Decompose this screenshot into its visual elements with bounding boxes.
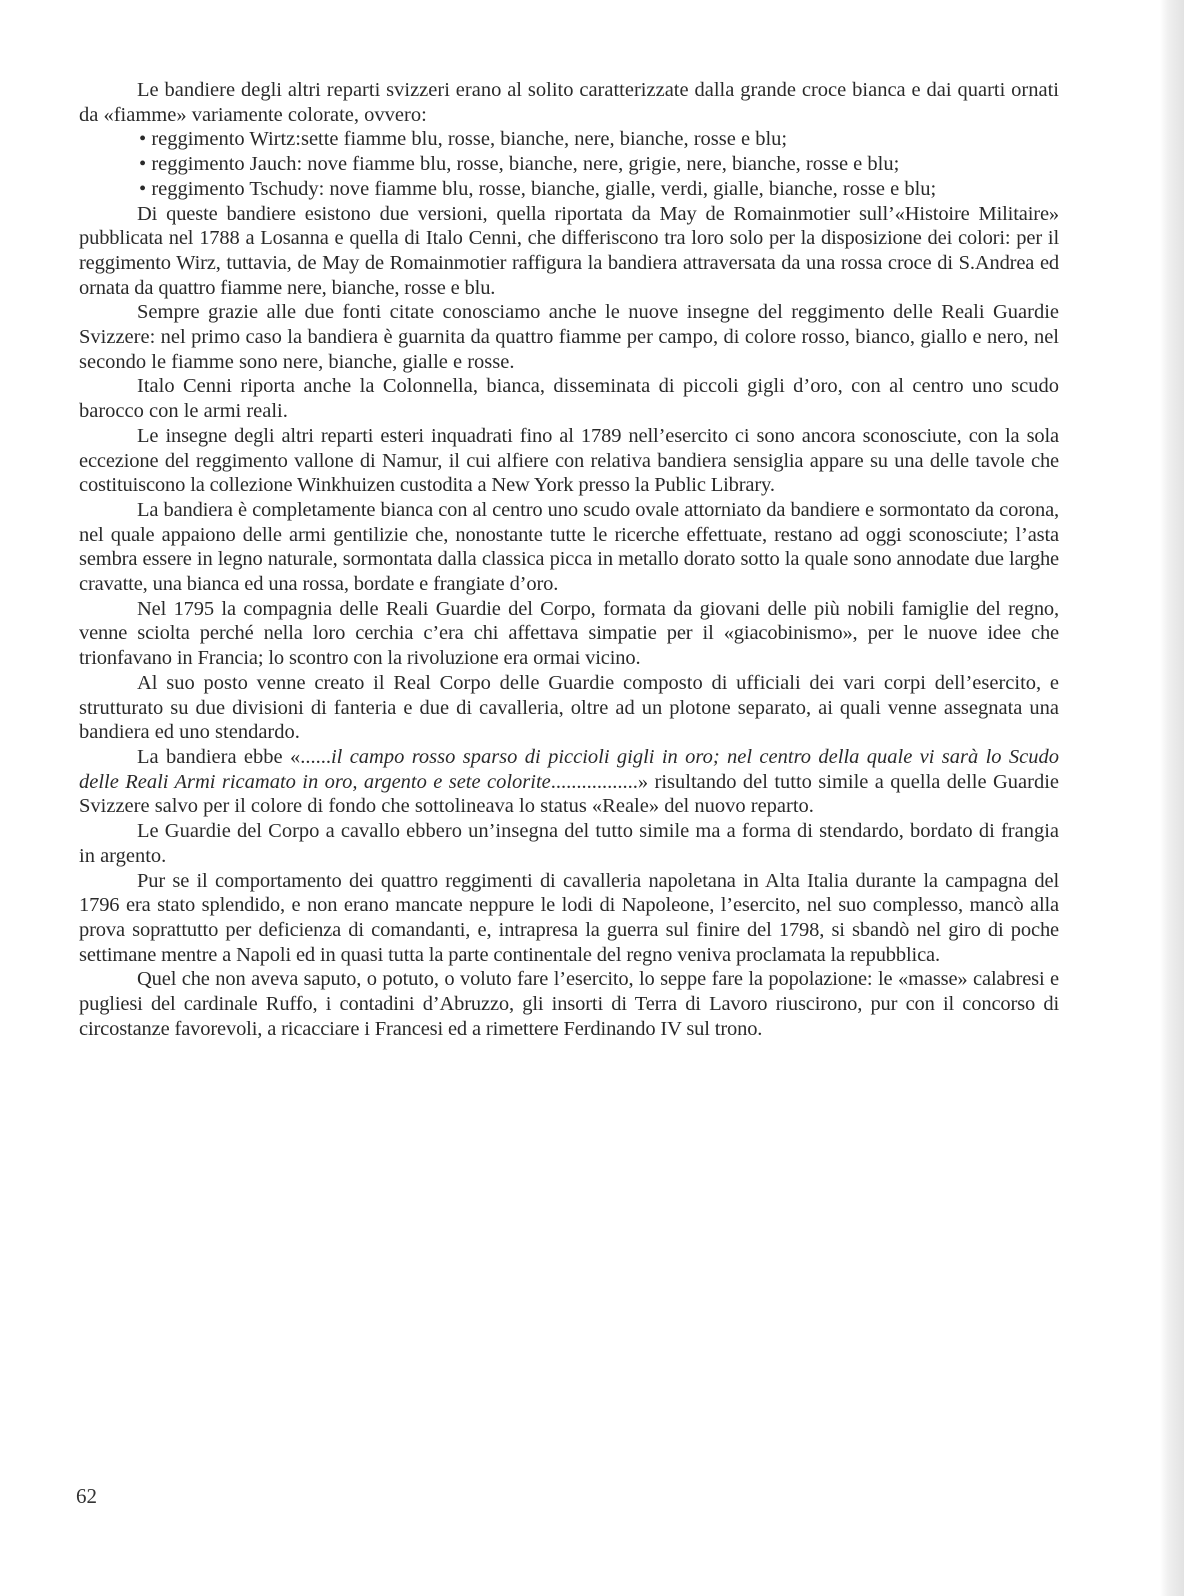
quote-intro: La bandiera ebbe «...... — [137, 745, 331, 768]
page-number: 62 — [76, 1484, 97, 1508]
paragraph-population: Quel che non aveva saputo, o potuto, o voluto fare l’esercito, lo seppe fare la popolazione: le «masse» calabresi e pugliesi del cardinale Ruffo, i contadini d’Abruzzo, gli insorti di Terra di Lavoro riuscirono, pur con il concorso di circostanze favorevoli, a ricacciare i Francesi ed a rimettere Ferdinando IV sul trono. — [79, 968, 1059, 1040]
paragraph-real-corpo: Al suo posto venne creato il Real Corpo delle Guardie composto di ufficiali dei vari corpi dell’esercito, e strutturato su due divisioni di fanteria e due di cavalleria, oltre ad un plotone separato, ai quali venne assegnata una bandiera ed uno stendardo. — [79, 671, 1059, 744]
body-text — [79, 78, 1059, 1041]
quote-continuation: .................» risultando del tutto simile a quella delle Guardie Svizzere salvo per il colore di fondo che sottolineava lo status «Reale» del nuovo reparto. — [79, 770, 1060, 818]
paragraph-colonnella: Italo Cenni riporta anche la Colonnella, bianca, disseminata di piccoli gigli d’oro, con al centro uno scudo barocco con le armi reali. — [79, 375, 1059, 423]
paragraph-royal-swiss-guards: Sempre grazie alle due fonti citate conosciamo anche le nuove insegne del reggimento delle Reali Guardie Svizzere: nel primo caso la bandiera è guarnita da quattro fiamme per campo, di colore rosso, bianco, giallo e nero, nel secondo le fiamme sono nere, bianche, gialle e rosse. — [79, 301, 1059, 373]
quote-italic: il campo rosso sparso di piccioli gigli in oro; nel centro della quale vi sarà lo Scudo delle Reali Armi ricamato in oro, argento e sete colorite — [79, 745, 1059, 793]
paragraph-namur-regiment: Le insegne degli altri reparti esteri inquadrati fino al 1789 nell’esercito ci sono ancora sconosciute, con la sola eccezione del reggimento vallone di Namur, il cui alfiere con relativa bandiera sensiglia appare su una delle tavole che costituiscono la collezione Winkhuizen custodita a New York presso la Public Library. — [79, 424, 1059, 497]
paragraph-guards-1795: Nel 1795 la compagnia delle Reali Guardie del Corpo, formata da giovani delle più nobili famiglie del regno, venne sciolta perché nella loro cerchia c’era chi affettava simpatie per il «giacobinismo», per le nuove idee che trionfavano in Francia; lo scontro con la rivoluzione era ormai vicino. — [79, 597, 1059, 670]
paragraph-quoted-flag — [79, 745, 1059, 819]
paragraph-campaign-1796: Pur se il comportamento dei quattro reggimenti di cavalleria napoletana in Alta Italia durante la campagna del 1796 era stato splendido, e non erano mancate neppure le lodi di Napoleone, l’esercito, nel suo complesso, mancò alla prova soprattutto per deficienza di comandanti, e, intrapresa la guerra sul finire del 1798, si sbandò nel giro di poche settimane mentre a Napoli ed in quasi tutta la parte continentale del regno veniva proclamata la repubblica. — [79, 869, 1059, 966]
paragraph-swiss-flags-intro: Le bandiere degli altri reparti svizzeri erano al solito caratterizzate dalla grande croce bianca e dai quarti ornati da «fiamme» variamente colorate, ovvero: — [79, 79, 1059, 126]
paragraph-white-flag: La bandiera è completamente bianca con al centro uno scudo ovale attorniato da bandiere e sormontato da corona, nel quale appaiono delle armi gentilizie che, nonostante tutte le ricerche effettuate, restano ad oggi sconosciute; l’asta sembra essere in legno naturale, sormontata dalla classica picca in metallo dorato sotto la quale sono annodate due larghe cravatte, una bianca ed una rossa, bordate e frangiate d’oro. — [79, 498, 1059, 596]
list-item-wirtz: • reggimento Wirtz:sette fiamme blu, rosse, bianche, nere, bianche, rosse e blu; — [79, 127, 1059, 152]
paragraph-cavalry-standard: Le Guardie del Corpo a cavallo ebbero un’insegna del tutto simile ma a forma di stendardo, bordato di frangia in argento. — [79, 820, 1059, 867]
paragraph-flag-versions: Di queste bandiere esistono due versioni, quella riportata da May de Romainmotier sull’«Histoire Militaire» pubblicata nel 1788 a Losanna e quella di Italo Cenni, che differiscono tra loro solo per la disposizione dei colori: per il reggimento Wirz, tuttavia, de May de Romainmotier raffigura la bandiera attraversata da una rossa croce di S.Andrea ed ornata da quattro fiamme nere, bianche, rosse e blu. — [79, 202, 1059, 299]
list-item-jauch: • reggimento Jauch: nove fiamme blu, rosse, bianche, nere, grigie, nere, bianche, rosse e blu; — [79, 152, 1059, 177]
list-item-tschudy: • reggimento Tschudy: nove fiamme blu, rosse, bianche, gialle, verdi, gialle, bianche, rosse e blu; — [79, 177, 1059, 202]
